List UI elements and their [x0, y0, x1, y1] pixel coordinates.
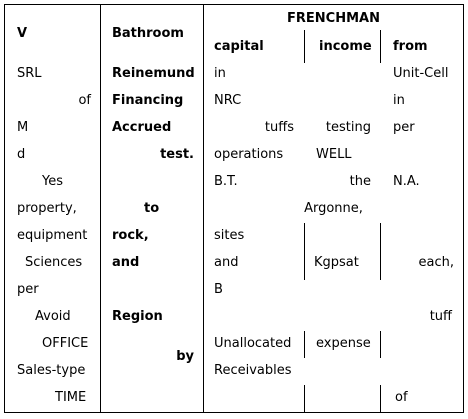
cell-divider	[304, 385, 305, 412]
table-cell: TIME	[55, 390, 87, 405]
table-cell: Argonne,	[304, 201, 363, 216]
table-cell: SRL	[17, 66, 42, 81]
cell-divider	[380, 385, 381, 412]
group-header: FRENCHMAN	[287, 11, 380, 26]
cell-divider	[304, 331, 305, 358]
table-cell: by	[176, 349, 194, 364]
table-cell: in	[214, 66, 226, 81]
table-cell: property,	[17, 201, 77, 216]
table-border-right	[463, 4, 464, 413]
table-border-top	[4, 4, 464, 5]
table-cell: Unallocated	[214, 336, 292, 351]
sub-header: income	[319, 39, 372, 54]
sub-header: capital	[214, 39, 264, 54]
table-cell: of	[78, 93, 91, 108]
table-cell: NRC	[214, 93, 242, 108]
table-cell: Yes	[42, 174, 63, 189]
table-cell: the	[349, 174, 371, 189]
table-cell: testing	[325, 120, 371, 135]
table-cell: Financing	[112, 93, 184, 108]
table-cell: per	[17, 282, 39, 297]
table-cell: sites	[214, 228, 245, 243]
table-cell: WELL	[316, 147, 352, 162]
table-cell: expense	[316, 336, 371, 351]
table-cell: operations	[214, 147, 284, 162]
table-cell: OFFICE	[42, 336, 89, 351]
table-cell: Receivables	[214, 363, 292, 378]
table-cell: each,	[418, 255, 454, 270]
cell-divider	[380, 30, 381, 63]
table-cell: and	[214, 255, 239, 270]
table-border-left	[4, 4, 5, 413]
table-cell: B.T.	[214, 174, 238, 189]
cell-divider	[304, 30, 305, 63]
table-cell: rock,	[112, 228, 149, 243]
table-cell: tuffs	[264, 120, 294, 135]
table-cell: Kgpsat	[314, 255, 359, 270]
table-cell: Avoid	[35, 309, 71, 324]
sub-header: from	[393, 39, 428, 54]
table-cell: Sciences	[25, 255, 83, 270]
table-cell: test.	[160, 147, 194, 162]
table-cell: d	[17, 147, 26, 162]
table-cell: N.A.	[393, 174, 420, 189]
table-cell: and	[112, 255, 140, 270]
table-cell: Sales-type	[17, 363, 86, 378]
cell-divider	[304, 223, 305, 280]
table-cell: Reinemund	[112, 66, 195, 81]
col1-header: V	[17, 26, 28, 41]
table-cell: of	[395, 390, 408, 405]
table-cell: Accrued	[112, 120, 172, 135]
table-border-bottom	[4, 412, 464, 413]
col2-header: Bathroom	[112, 26, 184, 41]
table-cell: in	[393, 93, 405, 108]
table-cell: to	[144, 201, 160, 216]
column-divider	[100, 4, 101, 413]
table-cell: M	[17, 120, 29, 135]
table-cell: Unit-Cell	[393, 66, 449, 81]
table-cell: per	[393, 120, 415, 135]
table-cell: tuff	[429, 309, 452, 324]
table-cell: B	[214, 282, 223, 297]
table-cell: equipment	[17, 228, 88, 243]
cell-divider	[380, 331, 381, 358]
cell-divider	[380, 223, 381, 280]
table-cell: Region	[112, 309, 163, 324]
